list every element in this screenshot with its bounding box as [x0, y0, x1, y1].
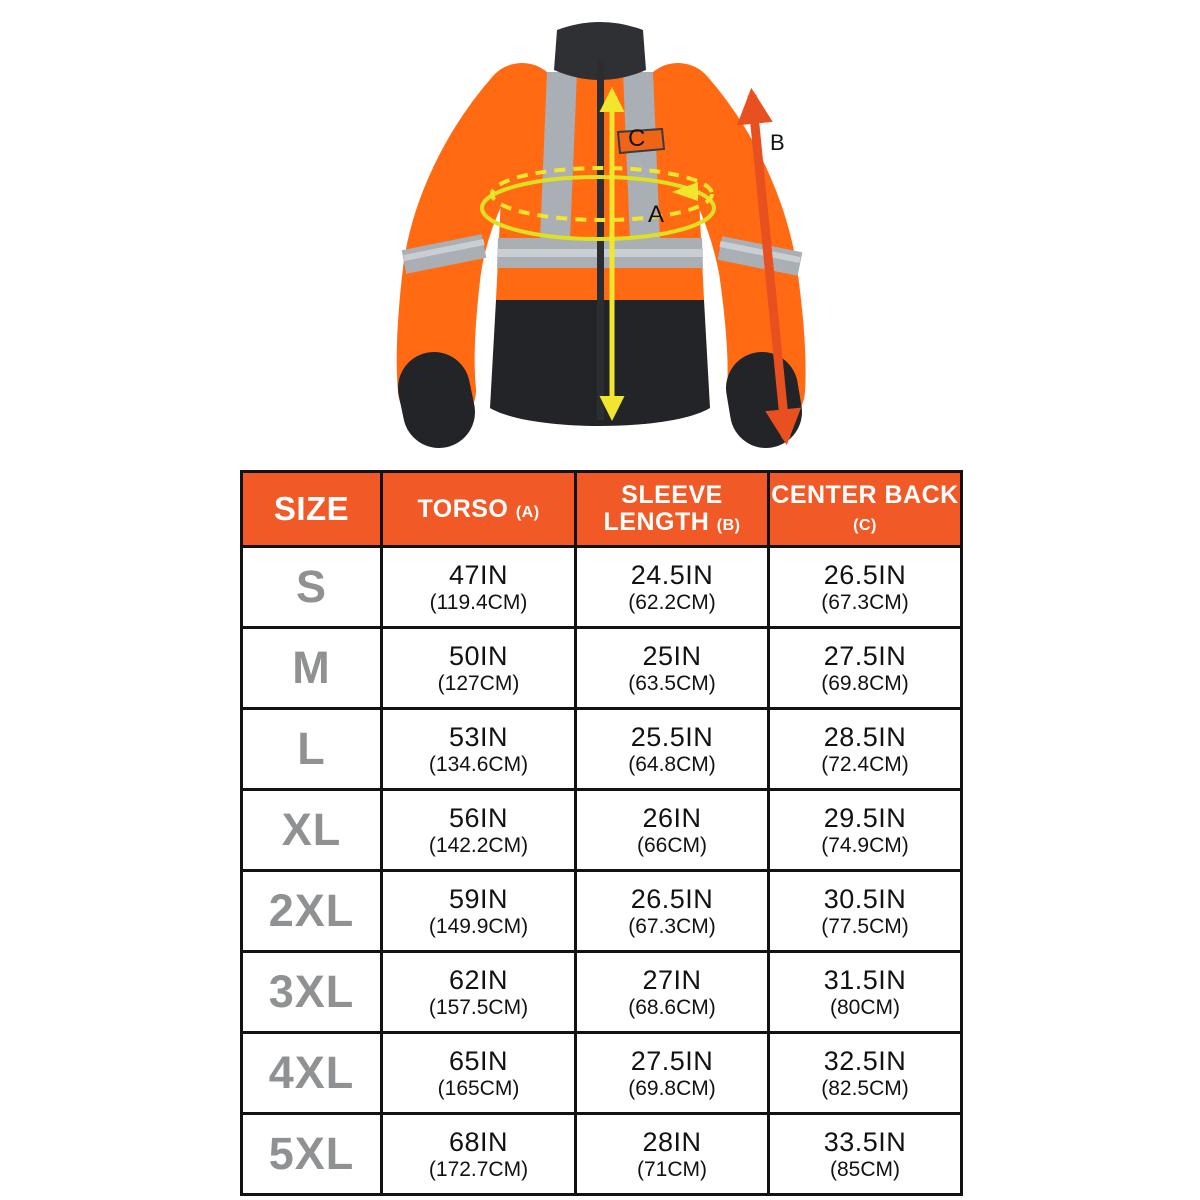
torso-cell: [382, 1114, 576, 1195]
cm-value: (67.3CM): [628, 914, 716, 938]
table-body: [242, 547, 962, 1195]
cm-value: (68.6CM): [628, 995, 716, 1019]
cm-value: (172.7CM): [428, 1157, 529, 1181]
inches-value: 65IN: [448, 1045, 509, 1076]
sleeve-cell: [576, 952, 769, 1033]
col-header-sleeve-length: [576, 472, 769, 547]
cm-value: (62.2CM): [628, 590, 716, 614]
inches-value: 33.5IN: [823, 1126, 907, 1157]
inches-value: 29.5IN: [823, 802, 907, 833]
cm-value: (149.9CM): [428, 914, 529, 938]
inches-value: 32.5IN: [823, 1045, 907, 1076]
cm-value: (72.4CM): [821, 752, 909, 776]
sleeve-cell: [576, 547, 769, 628]
measure-label-c: C: [628, 125, 646, 152]
size-label: 2XL: [242, 871, 382, 952]
torso-cell: [382, 1033, 576, 1114]
center-back-cell: [769, 1114, 962, 1195]
cm-value: (82.5CM): [821, 1076, 909, 1100]
inches-value: 26.5IN: [823, 559, 907, 590]
inches-value: 27IN: [642, 964, 702, 995]
col-header-torso-key: (A): [515, 503, 540, 521]
header-row: [242, 472, 962, 547]
size-chart-table: [240, 470, 963, 1196]
col-header-torso: [382, 472, 576, 547]
inches-value: 25IN: [642, 640, 702, 671]
col-header-center-back: [769, 472, 962, 547]
inches-value: 28.5IN: [823, 721, 907, 752]
cm-value: (66CM): [636, 833, 707, 857]
table-row: [242, 1033, 962, 1114]
cm-value: (127CM): [437, 671, 520, 695]
inches-value: 62IN: [448, 964, 509, 995]
sleeve-cell: [576, 1033, 769, 1114]
col-header-torso-label: TORSO: [417, 494, 509, 523]
sleeve-cell: [576, 628, 769, 709]
size-label: L: [242, 709, 382, 790]
cm-value: (142.2CM): [428, 833, 529, 857]
cm-value: (157.5CM): [428, 995, 529, 1019]
size-label: 3XL: [242, 952, 382, 1033]
cm-value: (71CM): [636, 1157, 707, 1181]
torso-cell: [382, 790, 576, 871]
inches-value: 59IN: [448, 883, 509, 914]
cm-value: (134.6CM): [428, 752, 529, 776]
inches-value: 50IN: [448, 640, 509, 671]
inches-value: 25.5IN: [630, 721, 714, 752]
cm-value: (165CM): [437, 1076, 520, 1100]
col-header-size-label: SIZE: [273, 490, 350, 528]
table-row: [242, 709, 962, 790]
center-back-cell: [769, 871, 962, 952]
sleeve-cell: [576, 790, 769, 871]
cm-value: (119.4CM): [429, 590, 528, 614]
inches-value: 30.5IN: [823, 883, 907, 914]
cm-value: (77.5CM): [821, 914, 909, 938]
center-back-cell: [769, 1033, 962, 1114]
inches-value: 24.5IN: [630, 559, 714, 590]
inches-value: 27.5IN: [823, 640, 907, 671]
col-header-center-back-key: (C): [853, 517, 877, 534]
cm-value: (64.8CM): [628, 752, 716, 776]
cm-value: (74.9CM): [821, 833, 909, 857]
inches-value: 56IN: [448, 802, 509, 833]
center-back-cell: [769, 628, 962, 709]
cm-value: (67.3CM): [821, 590, 909, 614]
size-label: XL: [242, 790, 382, 871]
center-back-cell: [769, 547, 962, 628]
table-row: [242, 952, 962, 1033]
size-label: S: [242, 547, 382, 628]
cm-value: (63.5CM): [628, 671, 716, 695]
right-cuff: [762, 388, 766, 412]
sleeve-cell: [576, 871, 769, 952]
torso-cell: [382, 952, 576, 1033]
inches-value: 47IN: [448, 559, 509, 590]
sleeve-cell: [576, 1114, 769, 1195]
inches-value: 31.5IN: [823, 964, 907, 995]
cm-value: (80CM): [829, 995, 900, 1019]
cm-value: (85CM): [829, 1157, 900, 1181]
size-label: 4XL: [242, 1033, 382, 1114]
center-back-cell: [769, 952, 962, 1033]
jacket-illustration: [300, 0, 900, 470]
col-header-sleeve-key: (B): [716, 517, 741, 534]
torso-cell: [382, 709, 576, 790]
inches-value: 26.5IN: [630, 883, 714, 914]
torso-cell: [382, 547, 576, 628]
left-cuff: [434, 388, 439, 412]
cm-value: (69.8CM): [821, 671, 909, 695]
cm-value: (69.8CM): [628, 1076, 716, 1100]
inches-value: 68IN: [448, 1126, 509, 1157]
table-row: [242, 628, 962, 709]
torso-cell: [382, 628, 576, 709]
center-back-cell: [769, 790, 962, 871]
table-row: [242, 871, 962, 952]
table-row: [242, 790, 962, 871]
col-header-sleeve-label: SLEEVE LENGTH: [603, 481, 723, 536]
table-header: [242, 472, 962, 547]
table-row: [242, 1114, 962, 1195]
jacket-diagram: [300, 0, 900, 470]
torso-cell: [382, 871, 576, 952]
measure-label-a: A: [648, 201, 665, 228]
sleeve-cell: [576, 709, 769, 790]
size-label: 5XL: [242, 1114, 382, 1195]
col-header-size: [242, 472, 382, 547]
measure-label-b: B: [770, 130, 785, 155]
inches-value: 27.5IN: [630, 1045, 714, 1076]
table-row: [242, 547, 962, 628]
col-header-center-back-label: CENTER BACK: [771, 481, 959, 509]
center-back-cell: [769, 709, 962, 790]
inches-value: 26IN: [642, 802, 702, 833]
inches-value: 28IN: [642, 1126, 702, 1157]
inches-value: 53IN: [448, 721, 509, 752]
size-label: M: [242, 628, 382, 709]
